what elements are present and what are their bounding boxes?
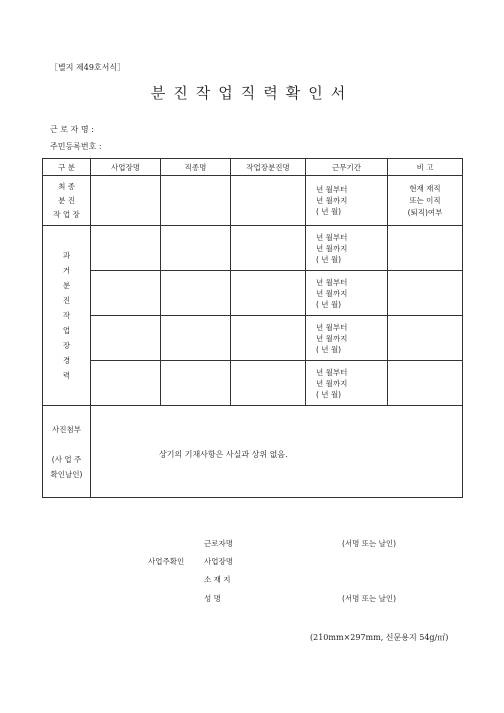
header-remarks: 비 고 (388, 159, 463, 176)
past-dust-type-cell[interactable] (231, 316, 306, 361)
past-workplace-name-cell[interactable] (91, 361, 161, 406)
past-workplace-name-cell[interactable] (91, 226, 161, 271)
resident-number-label: 주민등록번호 : (50, 142, 102, 151)
page-title: 분진작업직력확인서 (150, 84, 354, 102)
past-period-cell[interactable]: 년 월부터 년 월까지 ( 년 월) (306, 271, 388, 316)
address-label: 소 재 지 (204, 575, 231, 584)
past-workplace-label: 과 거 분 진 작 업 장 경 력 (43, 226, 91, 406)
workplace-name-label: 사업장명 (204, 557, 233, 566)
current-period-cell[interactable]: 년 월부터 년 월까지 ( 년 월) (306, 176, 388, 226)
worker-name-signature-label: 근로자명 (204, 539, 233, 548)
employer-confirm-label: 사업주확인 (148, 557, 185, 566)
photo-attachment-cell[interactable]: 사진첨부 (사 업 주 확인날인) (43, 406, 91, 498)
current-dust-type-cell[interactable] (231, 176, 306, 226)
past-remarks-cell[interactable] (388, 361, 463, 406)
photo-row (43, 406, 463, 498)
work-history-table (42, 158, 463, 498)
past-workplace-name-cell[interactable] (91, 271, 161, 316)
current-workplace-name-cell[interactable] (91, 176, 161, 226)
header-work-period: 근무기간 (306, 159, 388, 176)
past-workplace-row (43, 316, 463, 361)
current-workplace-row (43, 176, 463, 226)
current-workplace-label: 최 종 분 진 작 업 장 (43, 176, 91, 226)
past-remarks-cell[interactable] (388, 316, 463, 361)
past-workplace-row (43, 226, 463, 271)
current-job-type-cell[interactable] (161, 176, 231, 226)
past-remarks-cell[interactable] (388, 226, 463, 271)
past-workplace-name-cell[interactable] (91, 316, 161, 361)
paper-spec-footer: (210mm×297mm, 신문용지 54g/㎡) (310, 633, 449, 642)
header-dust-type: 작업장분진명 (231, 159, 306, 176)
past-job-type-cell[interactable] (161, 226, 231, 271)
past-workplace-row (43, 361, 463, 406)
past-period-cell[interactable]: 년 월부터 년 월까지 ( 년 월) (306, 361, 388, 406)
worker-name-label: 근 로 자 명 : (50, 125, 94, 134)
past-job-type-cell[interactable] (161, 271, 231, 316)
header-workplace-name: 사업장명 (91, 159, 161, 176)
past-workplace-row (43, 271, 463, 316)
header-category: 구 분 (43, 159, 91, 176)
past-dust-type-cell[interactable] (231, 226, 306, 271)
confirmation-cell (91, 406, 463, 498)
past-remarks-cell[interactable] (388, 271, 463, 316)
past-job-type-cell[interactable] (161, 361, 231, 406)
worker-seal-label[interactable]: (서명 또는 날인) (342, 539, 397, 548)
form-number-label: ［별지 제49호서식］ (50, 63, 126, 72)
past-dust-type-cell[interactable] (231, 361, 306, 406)
name-label: 성 명 (204, 594, 221, 603)
name-seal-label[interactable]: (서명 또는 날인) (342, 594, 397, 603)
current-remarks-cell: 현재 재직 또는 이직 (퇴직)여부 (388, 176, 463, 226)
past-period-cell[interactable]: 년 월부터 년 월까지 ( 년 월) (306, 226, 388, 271)
header-job-type: 직종명 (161, 159, 231, 176)
table-header-row (43, 159, 463, 176)
past-dust-type-cell[interactable] (231, 271, 306, 316)
past-period-cell[interactable]: 년 월부터 년 월까지 ( 년 월) (306, 316, 388, 361)
past-job-type-cell[interactable] (161, 316, 231, 361)
confirmation-text: 상기의 기재사항은 사실과 상위 없음. (159, 450, 288, 459)
